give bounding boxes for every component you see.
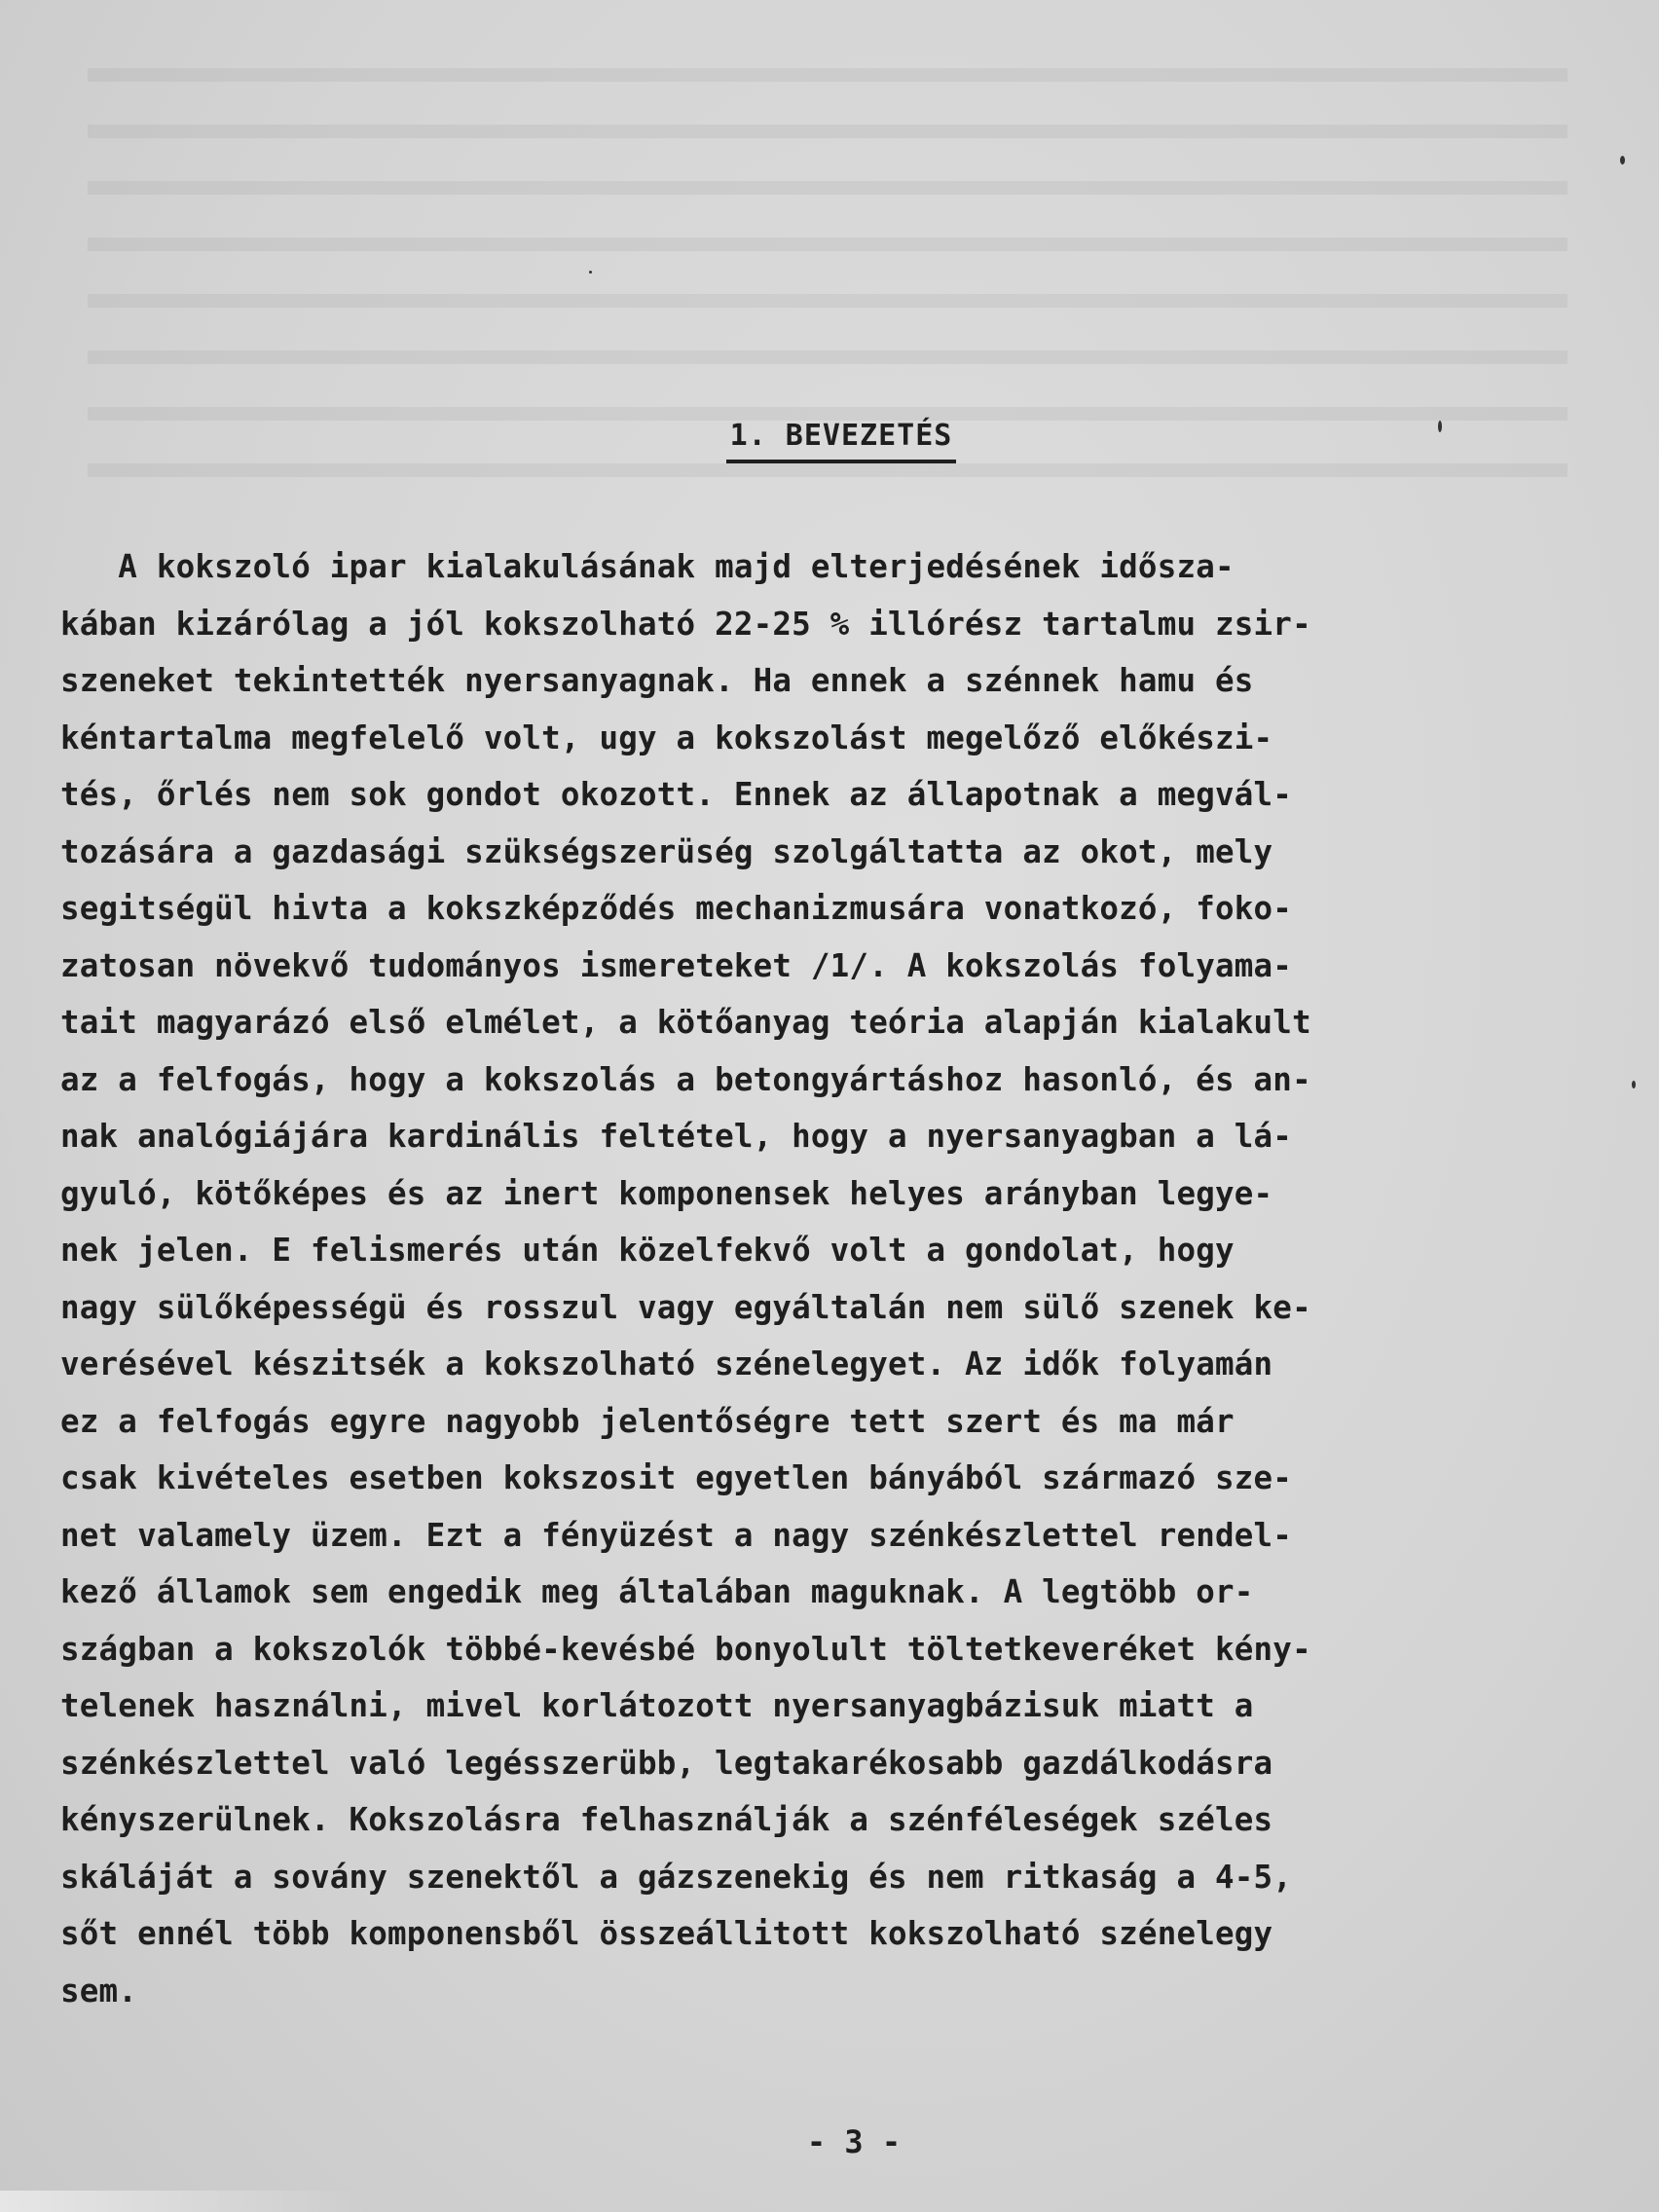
text-line: tait magyarázó első elmélet, a kötőanyag teória alapján kialakult: [60, 1004, 1311, 1041]
text-line: nak analógiájára kardinális feltétel, hogy a nyersanyagban a lá-: [60, 1118, 1293, 1155]
section-heading: [0, 417, 1659, 463]
text-line: zatosan növekvő tudományos ismereteket /1/. A kokszolás folyama-: [60, 946, 1293, 984]
text-line: skáláját a sovány szenektől a gázszenekig és nem ritkaság a 4-5,: [60, 1858, 1293, 1896]
text-line: csak kivételes esetben kokszosit egyetlen bányából származó sze-: [60, 1459, 1293, 1496]
text-line: nagy sülőképességü és rosszul vagy egyáltalán nem sülő szenek ke-: [60, 1288, 1311, 1326]
text-line: tés, őrlés nem sok gondot okozott. Ennek az állapotnak a megvál-: [60, 776, 1293, 813]
body-paragraph: [60, 538, 1579, 2019]
ink-speck: [1632, 1081, 1636, 1088]
text-line: sem.: [60, 1972, 138, 2009]
text-line: kényszerülnek. Kokszolásra felhasználják a szénféleségek széles: [60, 1801, 1273, 1838]
text-line: az a felfogás, hogy a kokszolás a betongyártáshoz hasonló, és an-: [60, 1060, 1311, 1098]
text-line: kéntartalma megfelelő volt, ugy a kokszolást megelőző előkészi-: [60, 719, 1273, 756]
bleed-through-text: [88, 68, 1567, 477]
text-line: tozására a gazdasági szükségszerüség szolgáltatta az okot, mely: [60, 832, 1273, 870]
text-line: nek jelen. E felismerés után közelfekvő volt a gondolat, hogy: [60, 1232, 1235, 1269]
text-line: ez a felfogás egyre nagyobb jelentőségre tett szert és ma már: [60, 1402, 1235, 1440]
text-line: telenek használni, mivel korlátozott nyersanyagbázisuk miatt a: [60, 1687, 1254, 1724]
text-line: A kokszoló ipar kialakulásának majd elterjedésének idősza-: [60, 548, 1235, 585]
ink-speck: [1620, 156, 1625, 165]
text-line: szénkészlettel való legésszerübb, legtakarékosabb gazdálkodásra: [60, 1744, 1273, 1782]
text-line: segitségül hivta a kokszképződés mechanizmusára vonatkozó, foko-: [60, 890, 1293, 927]
text-line: net valamely üzem. Ezt a fényüzést a nagy szénkészlettel rendel-: [60, 1516, 1293, 1554]
text-line: szeneket tekintették nyersanyagnak. Ha ennek a szénnek hamu és: [60, 662, 1254, 699]
page-number: - 3 -: [806, 2123, 902, 2160]
text-line: gyuló, kötőképes és az inert komponensek helyes arányban legye-: [60, 1174, 1273, 1212]
text-line: szágban a kokszolók többé-kevésbé bonyolult töltetkeveréket kény-: [60, 1630, 1311, 1668]
text-line: kában kizárólag a jól kokszolható 22-25 % illórész tartalmu zsir-: [60, 605, 1311, 643]
ink-speck: [589, 271, 592, 274]
text-line: verésével készitsék a kokszolható szénelegyet. Az idők folyamán: [60, 1346, 1273, 1382]
section-heading-text: 1. BEVEZETÉS: [726, 417, 957, 463]
ink-speck: [1438, 421, 1442, 432]
watermark-strip: [0, 2191, 370, 2212]
text-line: kező államok sem engedik meg általában maguknak. A legtöbb or-: [60, 1573, 1254, 1610]
text-line: sőt ennél több komponensből összeállitott kokszolható szénelegy: [60, 1915, 1273, 1952]
